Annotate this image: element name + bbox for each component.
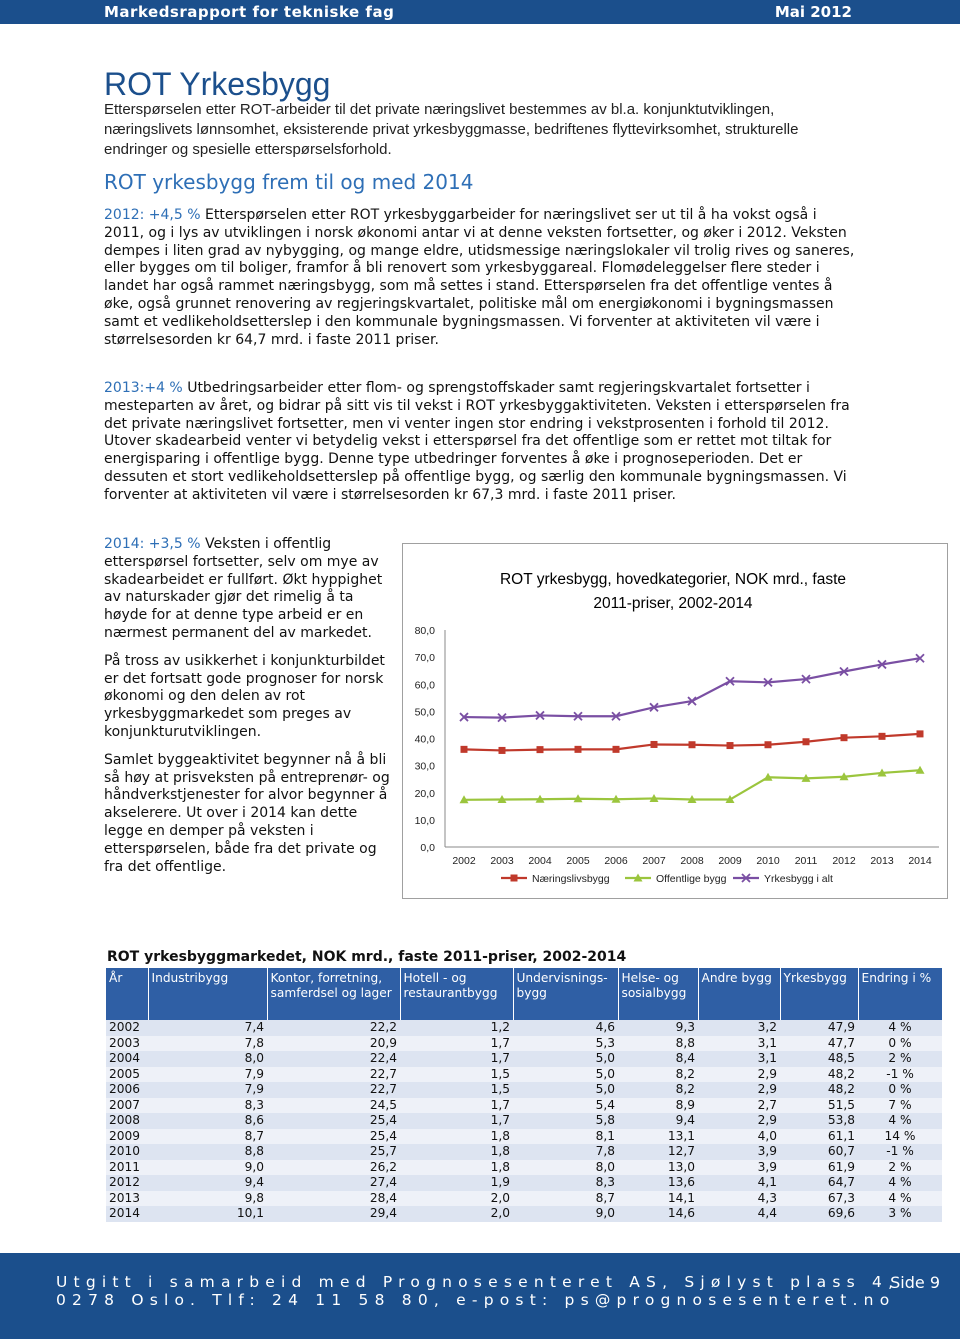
table-cell: 2012	[106, 1175, 148, 1191]
table-cell: 48,2	[780, 1082, 858, 1098]
table-cell: 1,8	[400, 1160, 513, 1176]
table-cell: 10,1	[148, 1206, 267, 1222]
table-cell: 51,5	[780, 1098, 858, 1114]
table-cell: 48,2	[780, 1067, 858, 1083]
table-cell: 13,6	[618, 1175, 698, 1191]
table-cell: 53,8	[780, 1113, 858, 1129]
table-cell: 2013	[106, 1191, 148, 1207]
table-cell: 2 %	[858, 1160, 942, 1176]
table-cell: 8,6	[148, 1113, 267, 1129]
table-cell: 9,4	[618, 1113, 698, 1129]
lead-2014: 2014: +3,5 %	[104, 536, 201, 552]
table-cell: 14 %	[858, 1129, 942, 1145]
table-cell: 1,5	[400, 1067, 513, 1083]
table-cell: 67,3	[780, 1191, 858, 1207]
table-cell: 9,8	[148, 1191, 267, 1207]
table-cell: 2008	[106, 1113, 148, 1129]
table-cell: 2010	[106, 1144, 148, 1160]
text-2013: Utbedringsarbeider etter flom- og sprengstoffskader samt regjeringskvartalet fortsetter i mesteparten av året, og bidrar på sitt vis til vekst i ROT yrkesbyggaktiviteten. Veksten i etterspørselen fra det private næringslivet fortsetter, men vi venter ingen stor endring i vekstprosenten i forhold til 2012. Utover skadearbeid venter vi betydelig vekst i etterspørsel fra det offentlige som er rettet mot tiltak for energisparing i offentlige bygg. Denne type utbedringer forventes å øke i prognoseperioden. Det er dessuten et stort vedlikeholdsetterslep på offentlige bygg, og særlig den kommunale bygningsmassen. Vi forventer at aktiviteten vil være i størrelsesorden kr 67,3 mrd. i faste 2011 priser.	[104, 380, 850, 503]
chart-container	[402, 543, 948, 899]
x-tick-label: 2007	[642, 855, 666, 867]
table-cell: 4 %	[858, 1191, 942, 1207]
paragraph-2012	[104, 207, 856, 349]
header-bar	[0, 0, 960, 24]
table-cell: 1,8	[400, 1129, 513, 1145]
page-number: Side 9	[890, 1273, 940, 1292]
table-cell: 7,4	[148, 1020, 267, 1036]
table-cell: 2003	[106, 1036, 148, 1052]
table-cell: 7 %	[858, 1098, 942, 1114]
table-cell: 8,3	[148, 1098, 267, 1114]
table-cell: 2002	[106, 1020, 148, 1036]
table-header-cell: Industribygg	[148, 968, 267, 1020]
table-cell: 4 %	[858, 1113, 942, 1129]
table-cell: 4 %	[858, 1020, 942, 1036]
y-tick-label: 20,0	[414, 787, 435, 800]
table-cell: 1,9	[400, 1175, 513, 1191]
table-row	[106, 1175, 942, 1191]
table-row	[106, 1113, 942, 1129]
table-header-cell: Andre bygg	[698, 968, 780, 1020]
table-cell: 2 %	[858, 1051, 942, 1067]
legend-label: Næringslivsbygg	[532, 873, 610, 885]
table-cell: 5,8	[513, 1113, 618, 1129]
data-point	[651, 741, 658, 748]
table-cell: 22,4	[267, 1051, 400, 1067]
data-point	[727, 742, 734, 749]
table-cell: 2005	[106, 1067, 148, 1083]
table-cell: 5,0	[513, 1082, 618, 1098]
table-cell: 2004	[106, 1051, 148, 1067]
table-cell: 8,7	[513, 1191, 618, 1207]
table-cell: 61,1	[780, 1129, 858, 1145]
table-row	[106, 1160, 942, 1176]
table-cell: 2007	[106, 1098, 148, 1114]
x-tick-label: 2004	[528, 855, 552, 867]
paragraph-samlet: Samlet byggeaktivitet begynner nå å bli så høy at prisveksten på entreprenør- og håndverkstjenester for alvor begynner å akselerere. Ut over i 2014 kan dette legge en demper på veksten i etterspørselen, både fra det private og fra det offentlige.	[104, 751, 390, 875]
table-header-cell: Endring i %	[858, 968, 942, 1020]
table-cell: 13,0	[618, 1160, 698, 1176]
table-cell: 28,4	[267, 1191, 400, 1207]
table-cell: 24,5	[267, 1098, 400, 1114]
table-cell: 48,5	[780, 1051, 858, 1067]
table-cell: 8,0	[148, 1051, 267, 1067]
table-cell: 8,7	[148, 1129, 267, 1145]
table-cell: 4,1	[698, 1175, 780, 1191]
table-cell: 5,4	[513, 1098, 618, 1114]
table-row	[106, 1051, 942, 1067]
table-cell: 22,7	[267, 1082, 400, 1098]
y-tick-label: 80,0	[414, 625, 435, 637]
table-cell: 5,0	[513, 1051, 618, 1067]
table-cell: 64,7	[780, 1175, 858, 1191]
table-cell: 3,1	[698, 1036, 780, 1052]
table-cell: 7,8	[148, 1036, 267, 1052]
table-cell: 1,2	[400, 1020, 513, 1036]
intro-text: Etterspørselen etter ROT-arbeider til det private næringslivet bestemmes av bl.a. konjunktutviklingen, næringslivets lønnsomhet, eksisterende privat yrkesbyggmasse, bedriftenes flyttevirksomhet, strukturelle endringer og spesielle etterspørselsforhold.	[104, 101, 799, 158]
table-cell: -1 %	[858, 1067, 942, 1083]
table-cell: 0 %	[858, 1036, 942, 1052]
table-cell: 0 %	[858, 1082, 942, 1098]
table-cell: 4 %	[858, 1175, 942, 1191]
table-cell: 1,7	[400, 1051, 513, 1067]
data-point	[841, 734, 848, 741]
table-cell: 7,8	[513, 1144, 618, 1160]
table-cell: -1 %	[858, 1144, 942, 1160]
y-tick-label: 10,0	[414, 814, 435, 827]
table-cell: 26,2	[267, 1160, 400, 1176]
x-tick-label: 2002	[452, 855, 476, 867]
table-cell: 1,8	[400, 1144, 513, 1160]
table-row	[106, 1144, 942, 1160]
table-cell: 2,9	[698, 1082, 780, 1098]
table-row	[106, 1129, 942, 1145]
table-header-cell: Helse- og sosialbygg	[618, 968, 698, 1020]
table-cell: 3,2	[698, 1020, 780, 1036]
data-point	[689, 741, 696, 748]
data-point	[803, 738, 810, 745]
table-cell: 8,2	[618, 1082, 698, 1098]
data-point	[765, 741, 772, 748]
table-cell: 9,3	[618, 1020, 698, 1036]
legend-label: Offentlige bygg	[656, 873, 727, 885]
x-tick-label: 2008	[680, 855, 704, 867]
table-row	[106, 1036, 942, 1052]
table-cell: 60,7	[780, 1144, 858, 1160]
table-cell: 7,9	[148, 1067, 267, 1083]
table-cell: 14,6	[618, 1206, 698, 1222]
section-heading: ROT yrkesbygg frem til og med 2014	[104, 170, 474, 194]
data-point	[499, 747, 506, 754]
table-cell: 47,7	[780, 1036, 858, 1052]
report-date: Mai 2012	[774, 3, 852, 21]
table-cell: 4,3	[698, 1191, 780, 1207]
x-tick-label: 2014	[908, 855, 932, 867]
table-cell: 3,9	[698, 1144, 780, 1160]
lead-2013: 2013:+4 %	[104, 380, 183, 396]
y-tick-label: 40,0	[414, 733, 435, 746]
table-cell: 14,1	[618, 1191, 698, 1207]
table-cell: 22,7	[267, 1067, 400, 1083]
paragraph-2014	[104, 536, 390, 643]
table-cell: 8,0	[513, 1160, 618, 1176]
y-tick-label: 30,0	[414, 760, 435, 773]
y-tick-label: 70,0	[414, 652, 435, 665]
table-cell: 8,1	[513, 1129, 618, 1145]
table-row	[106, 1191, 942, 1207]
x-tick-label: 2005	[566, 855, 590, 867]
table-cell: 25,4	[267, 1129, 400, 1145]
table-cell: 47,9	[780, 1020, 858, 1036]
table-cell: 2014	[106, 1206, 148, 1222]
x-tick-label: 2012	[832, 855, 856, 867]
table-cell: 69,6	[780, 1206, 858, 1222]
table-cell: 25,4	[267, 1113, 400, 1129]
table-cell: 3,1	[698, 1051, 780, 1067]
table-header-cell: Hotell - og restaurantbygg	[400, 968, 513, 1020]
page-title: ROT Yrkesbygg	[104, 66, 331, 102]
table-cell: 1,7	[400, 1113, 513, 1129]
data-point	[917, 730, 924, 737]
chart-title-line1: ROT yrkesbygg, hovedkategorier, NOK mrd., faste	[499, 571, 847, 588]
footer-bar	[0, 1253, 960, 1339]
text-2014: Veksten i offentlig etterspørsel fortsetter, selv om mye av skadearbeidet er fullført. Økt hyppighet av naturskader gjør det rimelig å ta høyde for at denne type arbeid er en nærmest permanent del av markedet.	[104, 536, 383, 641]
table-row	[106, 1098, 942, 1114]
table-cell: 8,2	[618, 1067, 698, 1083]
paragraph-2013	[104, 380, 856, 505]
legend-marker	[511, 875, 518, 882]
table-cell: 4,6	[513, 1020, 618, 1036]
x-tick-label: 2010	[756, 855, 780, 867]
x-tick-label: 2009	[718, 855, 742, 867]
table-cell: 2006	[106, 1082, 148, 1098]
data-point	[461, 746, 468, 753]
table-cell: 61,9	[780, 1160, 858, 1176]
legend-label: Yrkesbygg i alt	[764, 873, 833, 885]
chart-title-line2: 2011-priser, 2002-2014	[593, 595, 753, 612]
table-row	[106, 1206, 942, 1222]
data-point	[613, 746, 620, 753]
table-cell: 12,7	[618, 1144, 698, 1160]
table-cell: 8,8	[618, 1036, 698, 1052]
table-cell: 1,7	[400, 1036, 513, 1052]
table-header-cell: År	[106, 968, 148, 1020]
table-cell: 2,7	[698, 1098, 780, 1114]
table-cell: 8,8	[148, 1144, 267, 1160]
table-cell: 9,0	[513, 1206, 618, 1222]
x-tick-label: 2003	[490, 855, 514, 867]
table-cell: 3,9	[698, 1160, 780, 1176]
table-cell: 2009	[106, 1129, 148, 1145]
table-cell: 2,0	[400, 1191, 513, 1207]
y-tick-label: 0,0	[420, 842, 435, 854]
data-table	[106, 968, 943, 1222]
table-cell: 9,4	[148, 1175, 267, 1191]
x-tick-label: 2013	[870, 855, 894, 867]
data-point	[537, 746, 544, 753]
footer-line1: Utgitt i samarbeid med Prognosesenteret AS, Sjølyst plass 4,	[56, 1273, 900, 1291]
table-cell: 2,9	[698, 1067, 780, 1083]
lead-2012: 2012: +4,5 %	[104, 207, 201, 223]
table-cell: 8,3	[513, 1175, 618, 1191]
footer-line2: 0278 Oslo. Tlf: 24 11 58 80, e-post: ps@prognosesenteret.no	[56, 1291, 896, 1309]
paragraph-tross: På tross av usikkerhet i konjunkturbildet er det fortsatt gode prognoser for norsk økonomi og den delen av rot yrkesbyggmarkedet som preges av konjunkturutviklingen.	[104, 652, 385, 740]
table-cell: 2,0	[400, 1206, 513, 1222]
table-cell: 20,9	[267, 1036, 400, 1052]
x-tick-label: 2006	[604, 855, 628, 867]
text-2012: Etterspørselen etter ROT yrkesbyggarbeider for næringslivet ser ut til å ha vokst også i 2011, og i lys av utviklingen i norsk økonomi antar vi at denne veksten fortsetter, og øker i 2012. Veksten dempes i liten grad av nybygging, og mange eldre, utidsmessige næringslokaler vil trolig rives og saneres, eller bygges om til boliger, framfor å bli renovert som yrkesbyggareal. Flomødeleggelser flere steder i landet har også rammet næringsbygg, som må settes i stand. Etterspørselen fra det offentlige ventes å øke, også grunnet renovering av regjeringskvartalet, politiske mål om energiøkonomi i bygningsmassen samt et vedlikeholdsetterslep i den kommunale bygningsmassen. Vi forventer at aktiviteten vil være i størrelsesorden kr 64,7 mrd. i faste 2011 priser.	[104, 207, 855, 348]
table-cell: 2,9	[698, 1113, 780, 1129]
table-cell: 4,4	[698, 1206, 780, 1222]
table-cell: 1,5	[400, 1082, 513, 1098]
table-cell: 13,1	[618, 1129, 698, 1145]
report-name: Markedsrapport for tekniske fag	[104, 3, 395, 21]
data-point	[879, 733, 886, 740]
table-cell: 4,0	[698, 1129, 780, 1145]
table-row	[106, 1082, 942, 1098]
table-cell: 7,9	[148, 1082, 267, 1098]
data-point	[575, 746, 582, 753]
x-tick-label: 2011	[794, 855, 818, 867]
left-column	[104, 536, 390, 886]
table-cell: 8,9	[618, 1098, 698, 1114]
table-cell: 29,4	[267, 1206, 400, 1222]
table-header-cell: Kontor, forretning, samferdsel og lager	[267, 968, 400, 1020]
table-header-row	[106, 968, 942, 1020]
table-title: ROT yrkesbyggmarkedet, NOK mrd., faste 2011-priser, 2002-2014	[107, 949, 627, 965]
line-chart	[403, 544, 947, 898]
table-cell: 5,3	[513, 1036, 618, 1052]
series-line	[464, 658, 920, 717]
table-cell: 8,4	[618, 1051, 698, 1067]
table-cell: 27,4	[267, 1175, 400, 1191]
table-header-cell: Yrkesbygg	[780, 968, 858, 1020]
y-tick-label: 60,0	[414, 679, 435, 692]
table-cell: 25,7	[267, 1144, 400, 1160]
y-tick-label: 50,0	[414, 706, 435, 719]
table-cell: 2011	[106, 1160, 148, 1176]
table-cell: 9,0	[148, 1160, 267, 1176]
table-row	[106, 1067, 942, 1083]
table-cell: 3 %	[858, 1206, 942, 1222]
table-cell: 22,2	[267, 1020, 400, 1036]
table-row	[106, 1020, 942, 1036]
table-cell: 1,7	[400, 1098, 513, 1114]
table-cell: 5,0	[513, 1067, 618, 1083]
table-header-cell: Undervisnings-bygg	[513, 968, 618, 1020]
